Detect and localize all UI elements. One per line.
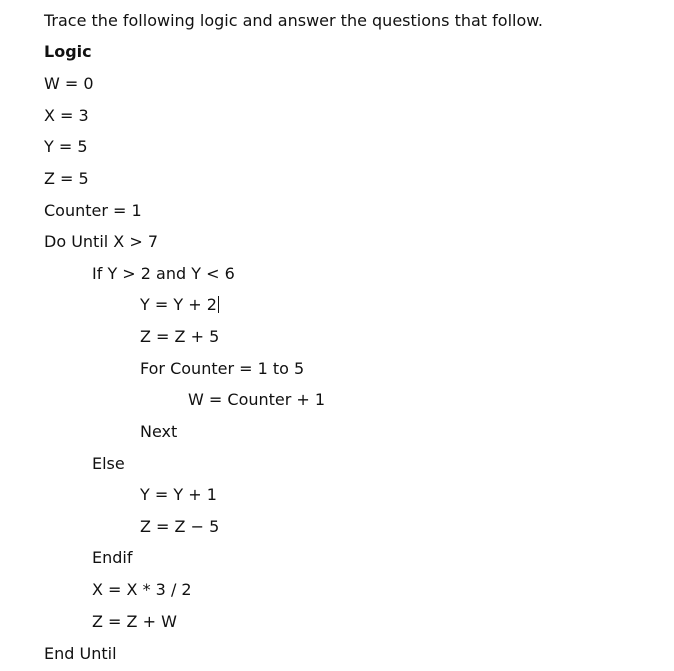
code-line-do-until: Do Until X > 7: [44, 232, 159, 251]
code-line-w-assign: W = Counter + 1: [188, 390, 326, 409]
code-line-x-init: X = 3: [44, 106, 89, 125]
code-line-z-plus-5: Z = Z + 5: [140, 327, 220, 346]
intro-text: Trace the following logic and answer the questions that follow.: [44, 11, 543, 30]
code-line-end-until: End Until: [44, 644, 117, 663]
code-line-y-init: Y = 5: [44, 137, 88, 156]
code-line-counter-init: Counter = 1: [44, 201, 142, 220]
code-line-y-plus-1: Y = Y + 1: [140, 485, 217, 504]
code-line-else: Else: [92, 454, 125, 473]
logic-heading: Logic: [44, 42, 92, 61]
code-line-endif: Endif: [92, 548, 133, 567]
code-line-if: If Y > 2 and Y < 6: [92, 264, 235, 283]
code-line-z-plus-w: Z = Z + W: [92, 612, 177, 631]
code-line-y-plus-2-text: Y = Y + 2: [140, 295, 217, 314]
code-line-w-init: W = 0: [44, 74, 94, 93]
code-line-z-init: Z = 5: [44, 169, 89, 188]
code-line-x-update: X = X * 3 / 2: [92, 580, 192, 599]
text-cursor: [218, 296, 219, 313]
code-line-for: For Counter = 1 to 5: [140, 359, 305, 378]
code-line-next: Next: [140, 422, 178, 441]
code-line-z-minus-5: Z = Z − 5: [140, 517, 220, 536]
code-line-y-plus-2[interactable]: [140, 295, 219, 315]
